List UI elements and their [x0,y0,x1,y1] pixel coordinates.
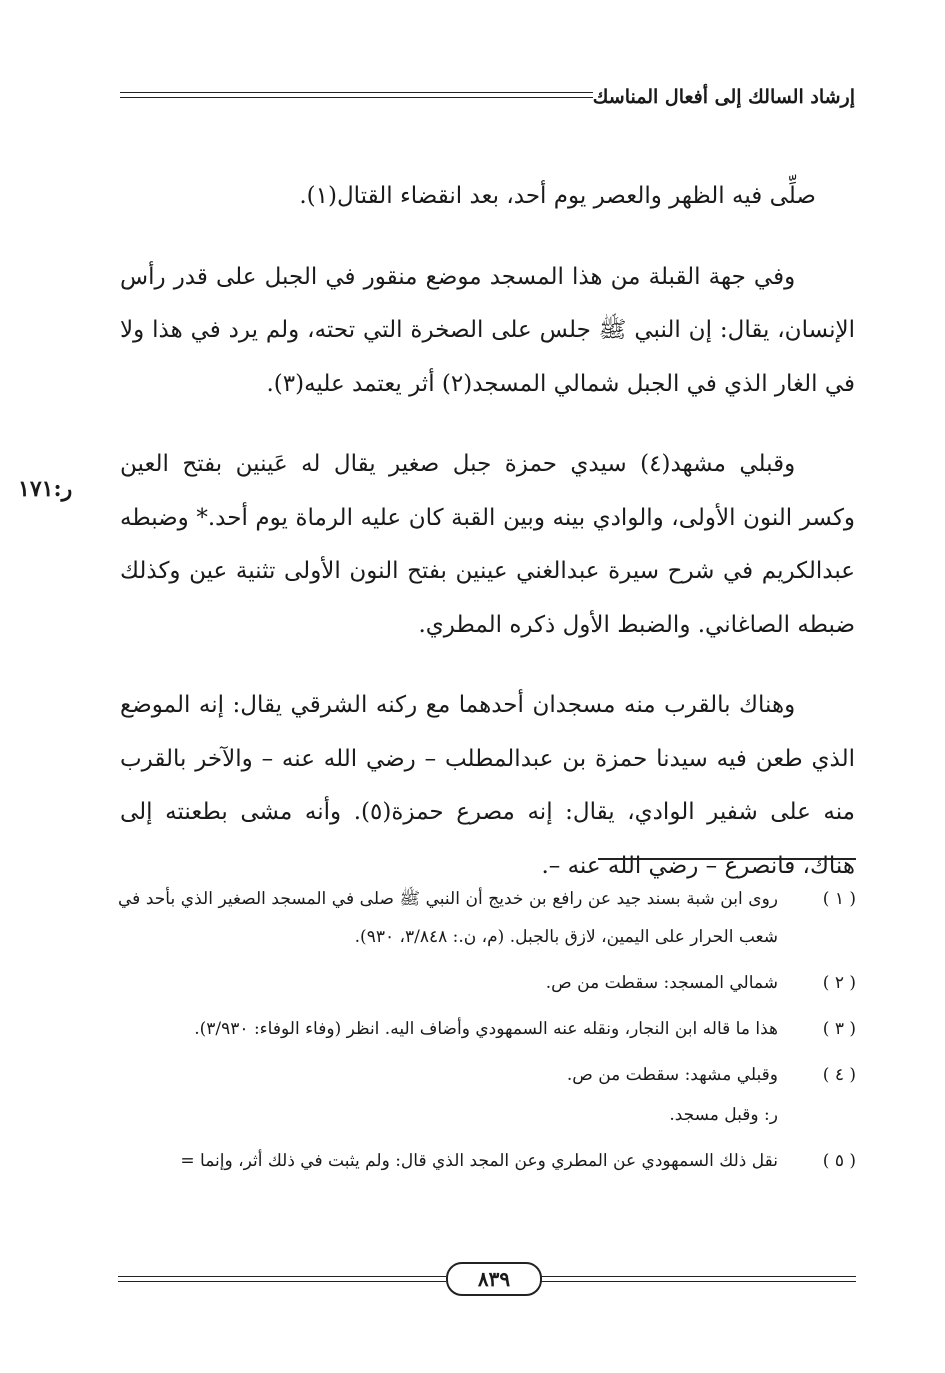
header-title: إرشاد السالك إلى أفعال المناسك [592,86,855,108]
paragraph: وقبلي مشهد(٤) سيدي حمزة جبل صغير يقال له عَينين بفتح العين وكسر النون الأولى، والوادي بينه وبين القبة كان عليه الرماة يوم أحد.* وضبطه عبدالكريم في شرح سيرة عبدالغني عينين بفتح النون الأولى تثنية عين وكذلك ضبطه الصاغاني. والضبط الأول ذكره المطري. [120,451,855,638]
footnote [118,880,856,956]
footnote-separator [598,858,856,860]
header-double-rule [120,92,593,98]
main-text [120,170,855,920]
footnote-number: ( ٥ ) [822,1151,856,1171]
footnote-number: ( ٢ ) [822,973,856,993]
paragraph: وهناك بالقرب منه مسجدان أحدهما مع ركنه الشرقي يقال: إنه الموضع الذي طعن فيه سيدنا حمزة بن عبدالمطلب – رضي الله عنه – والآخر بالقرب منه على شفير الوادي، يقال: إنه مصرع حمزة(٥). وأنه مشى بطعنته إلى هناك، فانصرع – رضي الله عنه –. [120,692,855,879]
footnote [118,1142,856,1180]
paragraph: صلِّى فيه الظهر والعصر يوم أحد، بعد انقضاء القتال(١). [299,183,816,209]
paragraph: وفي جهة القبلة من هذا المسجد موضع منقور في الجبل على قدر رأس الإنسان، يقال: إن النبي ﷺ جلس على الصخرة التي تحته، ولم يرد في هذا ولا في الغار الذي في الجبل شمالي المسجد(٢) أثر يعتمد عليه(٣). [120,263,855,397]
footnote [118,1010,856,1048]
page-number: ٨٣٩ [446,1262,542,1296]
footnote-continuation: ر: وقبل مسجد. [669,1105,778,1125]
footnote-text: روى ابن شبة بسند جيد عن رافع بن خديج أن النبي ﷺ صلى في المسجد الصغير الذي بأحد في شعب الحرار على اليمين، لازق بالجبل. (م، ن.: ٣/٨٤٨، ٩٣٠). [118,889,778,947]
footnote [118,1056,856,1094]
page-footer [118,1262,856,1302]
footnote-text: وقبلي مشهد: سقطت من ص. [566,1065,778,1085]
footer-rule-left [118,1276,446,1282]
footnote-number: ( ٤ ) [822,1065,856,1085]
footer-rule-right [538,1276,856,1282]
footnote-text: هذا ما قاله ابن النجار، ونقله عنه السمهودي وأضاف اليه. انظر (وفاء الوفاء: ٣/٩٣٠). [194,1019,778,1039]
footnotes [118,880,856,1188]
footnote-number: ( ١ ) [822,889,856,909]
footnote-text: شمالي المسجد: سقطت من ص. [545,973,778,993]
footnote-text: نقل ذلك السمهودي عن المطري وعن المجد الذي قال: ولم يثبت في ذلك أثر، وإنما = [180,1151,778,1171]
running-header [120,82,855,112]
margin-note: ر:١٧١ [18,476,73,502]
footnote [118,964,856,1002]
footnote-number: ( ٣ ) [822,1019,856,1039]
